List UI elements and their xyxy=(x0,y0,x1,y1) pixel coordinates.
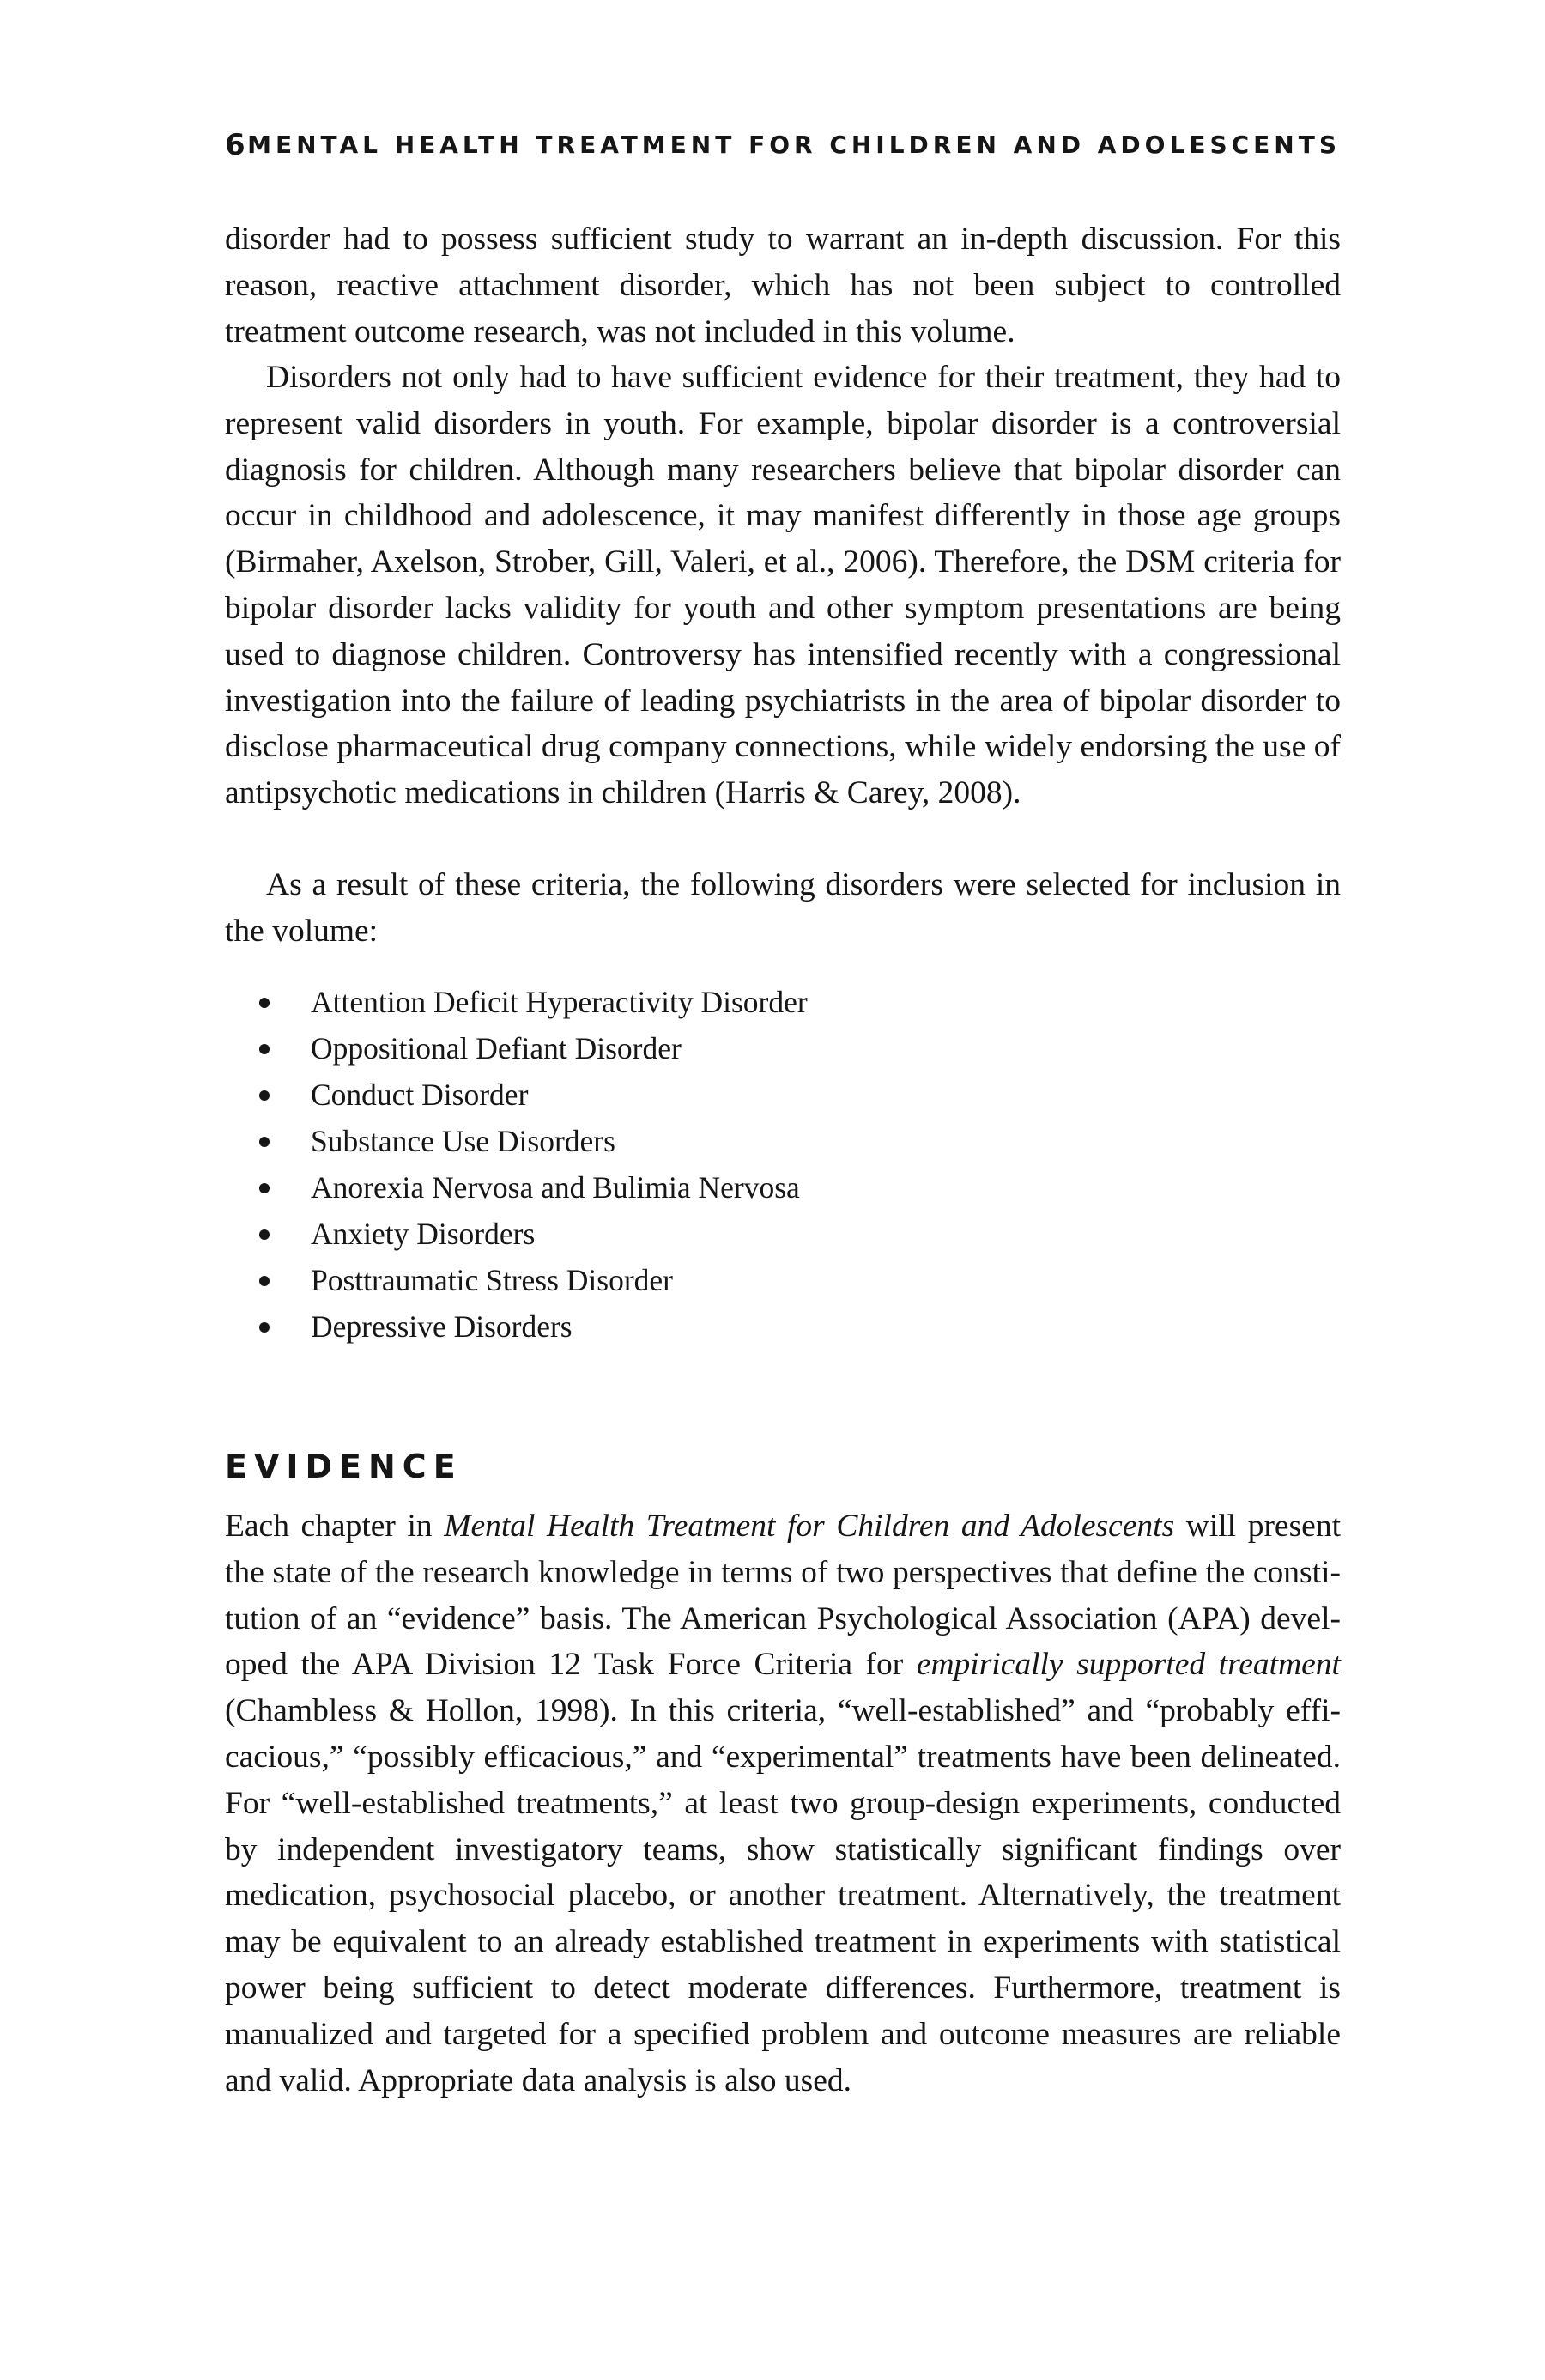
list-item xyxy=(225,1164,1341,1211)
paragraph-selection-criteria: As a result of these criteria, the following disorders were selected for inclusion in the volume: xyxy=(225,867,1341,949)
list-item-label: Anxiety Disorders xyxy=(311,1217,536,1251)
evidence-lead-text: Each chapter in xyxy=(225,1509,445,1544)
evidence-mid-text: will present the state of the research knowledge in terms of two perspectives that define the constitution of an “evidence” basis. The American Psychological Association (APA) developed the APA Division 12 Task Force Criteria for xyxy=(225,1509,1341,1683)
paragraph-continuation: disorder had to possess sufficient study to warrant an in-depth discussion. For this reason, reactive attachment disorder, which has not been subject to controlled treatment outcome research, was not included in this volume. xyxy=(225,222,1341,349)
paragraph-evidence xyxy=(225,1503,1341,2104)
bullet-icon xyxy=(259,1276,270,1286)
bullet-icon xyxy=(259,1322,270,1333)
list-item-label: Substance Use Disorders xyxy=(311,1124,615,1158)
bullet-icon xyxy=(259,1183,270,1193)
list-item xyxy=(225,1118,1341,1164)
list-item-label: Attention Deficit Hyperactivity Disorder xyxy=(311,985,808,1019)
book-title: Mental Health Treatment for Children and Adolescents xyxy=(444,1509,1175,1544)
bullet-icon xyxy=(259,998,270,1008)
running-head xyxy=(225,125,1341,165)
list-item xyxy=(225,1025,1341,1072)
list-item xyxy=(225,1072,1341,1118)
running-title: MENTAL HEALTH TREATMENT FOR CHILDREN AND ADOLESCENTS xyxy=(247,131,1341,159)
paragraph-bipolar-validity: Disorders not only had to have sufficient evidence for their treatment, they had to represent valid disorders in youth. For example, bipolar disorder is a controversial diagnosis for children. Although many researchers believe that bipolar disorder can occur in childhood and adolescence, it may manifest differently in those age groups (Birmaher, Axelson, Strober, Gill, Valeri, et al., 2006). Therefore, the DSM criteria for bipolar disorder lacks validity for youth and other symptom presentations are being used to diagnose children. Controversy has intensified recently with a congressional investigation into the failure of leading psychiatrists in the area of bipolar disorder to disclose pharmaceutical drug company connections, while widely endorsing the use of antipsychotic medications in children (Harris & Carey, 2008). xyxy=(225,360,1341,811)
list-item xyxy=(225,1211,1341,1257)
list-item xyxy=(225,1257,1341,1303)
evidence-rest-text: (Chambless & Hollon, 1998). In this criteria, “well-established” and “probably efficacious,” “possibly efficacious,” and “experimental” treatments have been delineated. For “well-established treatments,” at least two group-design experiments, conducted by independent investigatory teams, show statistically significant findings over medication, psychosocial placebo, or another treatment. Alternatively, the treatment may be equivalent to an already established treatment in experiments with statistical power being sufficient to detect moderate differences. Furthermore, treatment is manualized and targeted for a specified problem and outcome measures are reliable and valid. Appropriate data analysis is also used. xyxy=(225,1693,1341,2098)
bullet-icon xyxy=(259,1044,270,1054)
page-number: 6 xyxy=(225,128,248,162)
list-item-label: Anorexia Nervosa and Bulimia Nervosa xyxy=(311,1170,800,1205)
bullet-icon xyxy=(259,1137,270,1147)
bullet-icon xyxy=(259,1229,270,1240)
list-item-label: Conduct Disorder xyxy=(311,1078,529,1112)
list-item-label: Oppositional Defiant Disorder xyxy=(311,1031,682,1066)
section-heading-evidence: EVIDENCE xyxy=(225,1448,463,1485)
disorder-list xyxy=(225,979,1341,1350)
emphasized-term: empirically supported treatment xyxy=(916,1647,1341,1683)
list-item xyxy=(225,979,1341,1025)
list-item-label: Depressive Disorders xyxy=(311,1309,573,1344)
list-item xyxy=(225,1303,1341,1350)
list-item-label: Posttraumatic Stress Disorder xyxy=(311,1263,673,1297)
bullet-icon xyxy=(259,1090,270,1101)
